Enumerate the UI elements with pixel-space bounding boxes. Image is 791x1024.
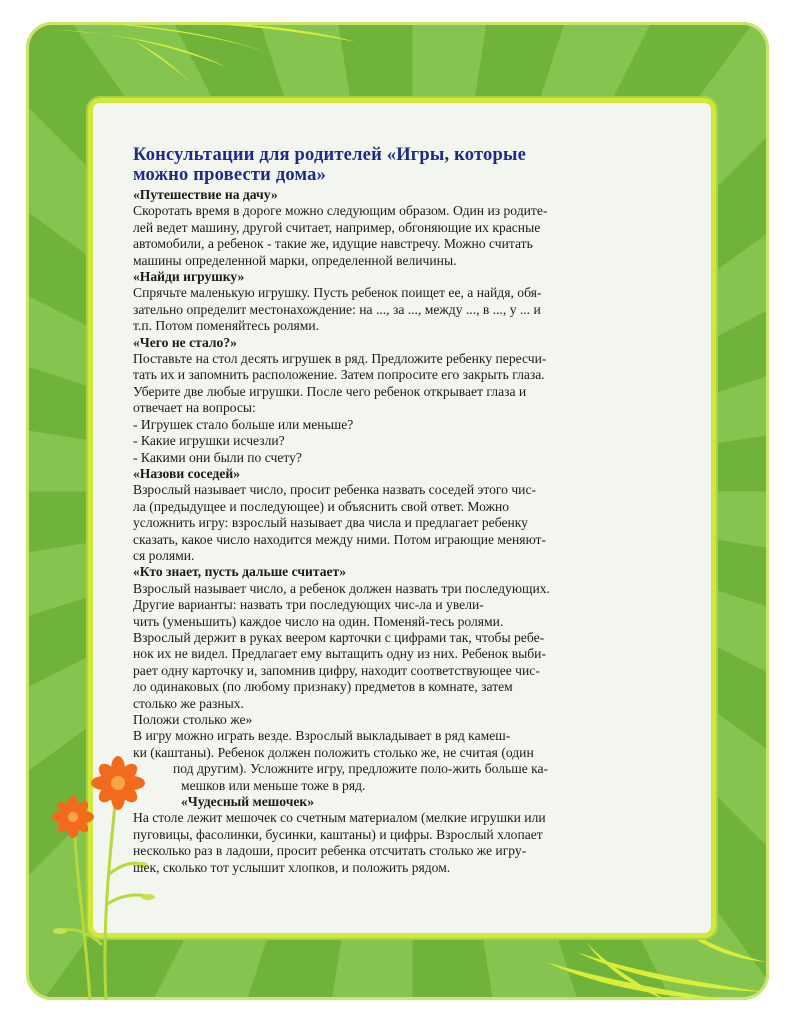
paragraph-line: т.п. Потом поменяйтесь ролями.	[133, 318, 320, 334]
paragraph-line: ло одинаковых (по любому признаку) предметов в комнате, затем	[133, 679, 513, 695]
paragraph-line: - Какими они были по счету?	[133, 449, 302, 465]
paragraph-line: чить (уменьшить) каждое число на один. Поменяй-тесь ролями.	[133, 613, 504, 629]
paragraph-line: ки (каштаны). Ребенок должен положить столько же, не считая (один	[133, 744, 534, 760]
paragraph-line: зательно определит местонахождение: на ..., за ..., между ..., в ..., у ... и	[133, 301, 541, 317]
paragraph-line: отвечает на вопросы:	[133, 400, 256, 416]
paragraph-line: Другие варианты: назвать три последующих чис-ла и увели-	[133, 597, 484, 613]
paragraph-line: На столе лежит мешочек со счетным материалом (мелкие игрушки или	[133, 810, 546, 826]
paragraph-line: В игру можно играть везде. Взрослый выкладывает в ряд камеш-	[133, 728, 511, 744]
title-line: Консультации для родителей «Игры, которые	[133, 145, 527, 165]
paragraph-line: шек, сколько тот услышит хлопков, и положить рядом.	[133, 859, 451, 875]
title-line: можно провести дома»	[133, 165, 327, 185]
paragraph-line: сказать, какое число находится между ними. Потом играющие меняют-	[133, 531, 547, 547]
paragraph-line: - Игрушек стало больше или меньше?	[133, 416, 354, 432]
paragraph-line: несколько раз в ладоши, просит ребенка отсчитать столько же игру-	[133, 843, 527, 859]
paragraph-line: Положи столько же»	[133, 712, 253, 727]
paragraph-line: мешков или меньше тоже в ряд.	[181, 777, 366, 793]
paragraph-line: пуговицы, фасолинки, бусинки, каштаны) и цифры. Взрослый хлопает	[133, 826, 543, 842]
section-heading: «Путешествие на дачу»	[133, 187, 278, 202]
paragraph-line: нок их не видел. Предлагает ему вытащить одну из них. Ребенок выби-	[133, 646, 546, 662]
section-heading: «Найди игрушку»	[133, 269, 245, 285]
page-title	[133, 145, 663, 185]
paragraph-line: Взрослый называет число, а ребенок должен назвать три последующих.	[133, 580, 550, 596]
paragraph-line: ла (предыдущее и последующее) и объяснить свой ответ. Можно	[133, 498, 510, 514]
document-content	[133, 145, 663, 876]
paragraph-line: усложнить игру: взрослый называет два числа и предлагает ребенку	[133, 515, 528, 531]
paragraph-line: под другим). Усложните игру, предложите поло-жить больше ка-	[173, 761, 549, 777]
paragraph-line: Взрослый называет число, просит ребенка назвать соседей этого чис-	[133, 482, 537, 498]
paragraph-line: Скоротать время в дороге можно следующим образом. Один из родите-	[133, 203, 548, 219]
paragraph-line: Уберите две любые игрушки. После чего ребенок открывает глаза и	[133, 383, 527, 399]
paragraph-line: тать их и запомнить расположение. Затем попросите его закрыть глаза.	[133, 367, 545, 383]
leaf-spray-icon	[56, 22, 416, 92]
paragraph-line: Взрослый держит в руках веером карточки с цифрами так, чтобы ребе-	[133, 629, 545, 645]
section-heading: «Кто знает, пусть дальше считает»	[133, 564, 347, 580]
paragraph-line: машины определенной марки, определенной величины.	[133, 252, 457, 268]
paragraph-line: ся ролями.	[133, 547, 195, 563]
section-heading: «Чего не стало?»	[133, 334, 237, 350]
paragraph-line: Поставьте на стол десять игрушек в ряд. Предложите ребенку пересчи-	[133, 351, 547, 367]
section-heading: «Назови соседей»	[133, 465, 241, 481]
paragraph-line: лей ведет машину, другой считает, например, обгоняющие их красные	[133, 219, 541, 235]
body-text	[133, 187, 663, 876]
paragraph-line: Спрячьте маленькую игрушку. Пусть ребенок поищет ее, а найдя, обя-	[133, 285, 542, 301]
paragraph-line: рает одну карточку и, запомнив цифру, находит соответствующее чис-	[133, 662, 540, 678]
paragraph-line: автомобили, а ребенок - такие же, идущие навстречу. Можно считать	[133, 236, 533, 252]
paragraph-line: - Какие игрушки исчезли?	[133, 433, 285, 449]
section-heading: «Чудесный мешочек»	[181, 794, 315, 810]
paragraph-line: столько же разных.	[133, 695, 244, 711]
